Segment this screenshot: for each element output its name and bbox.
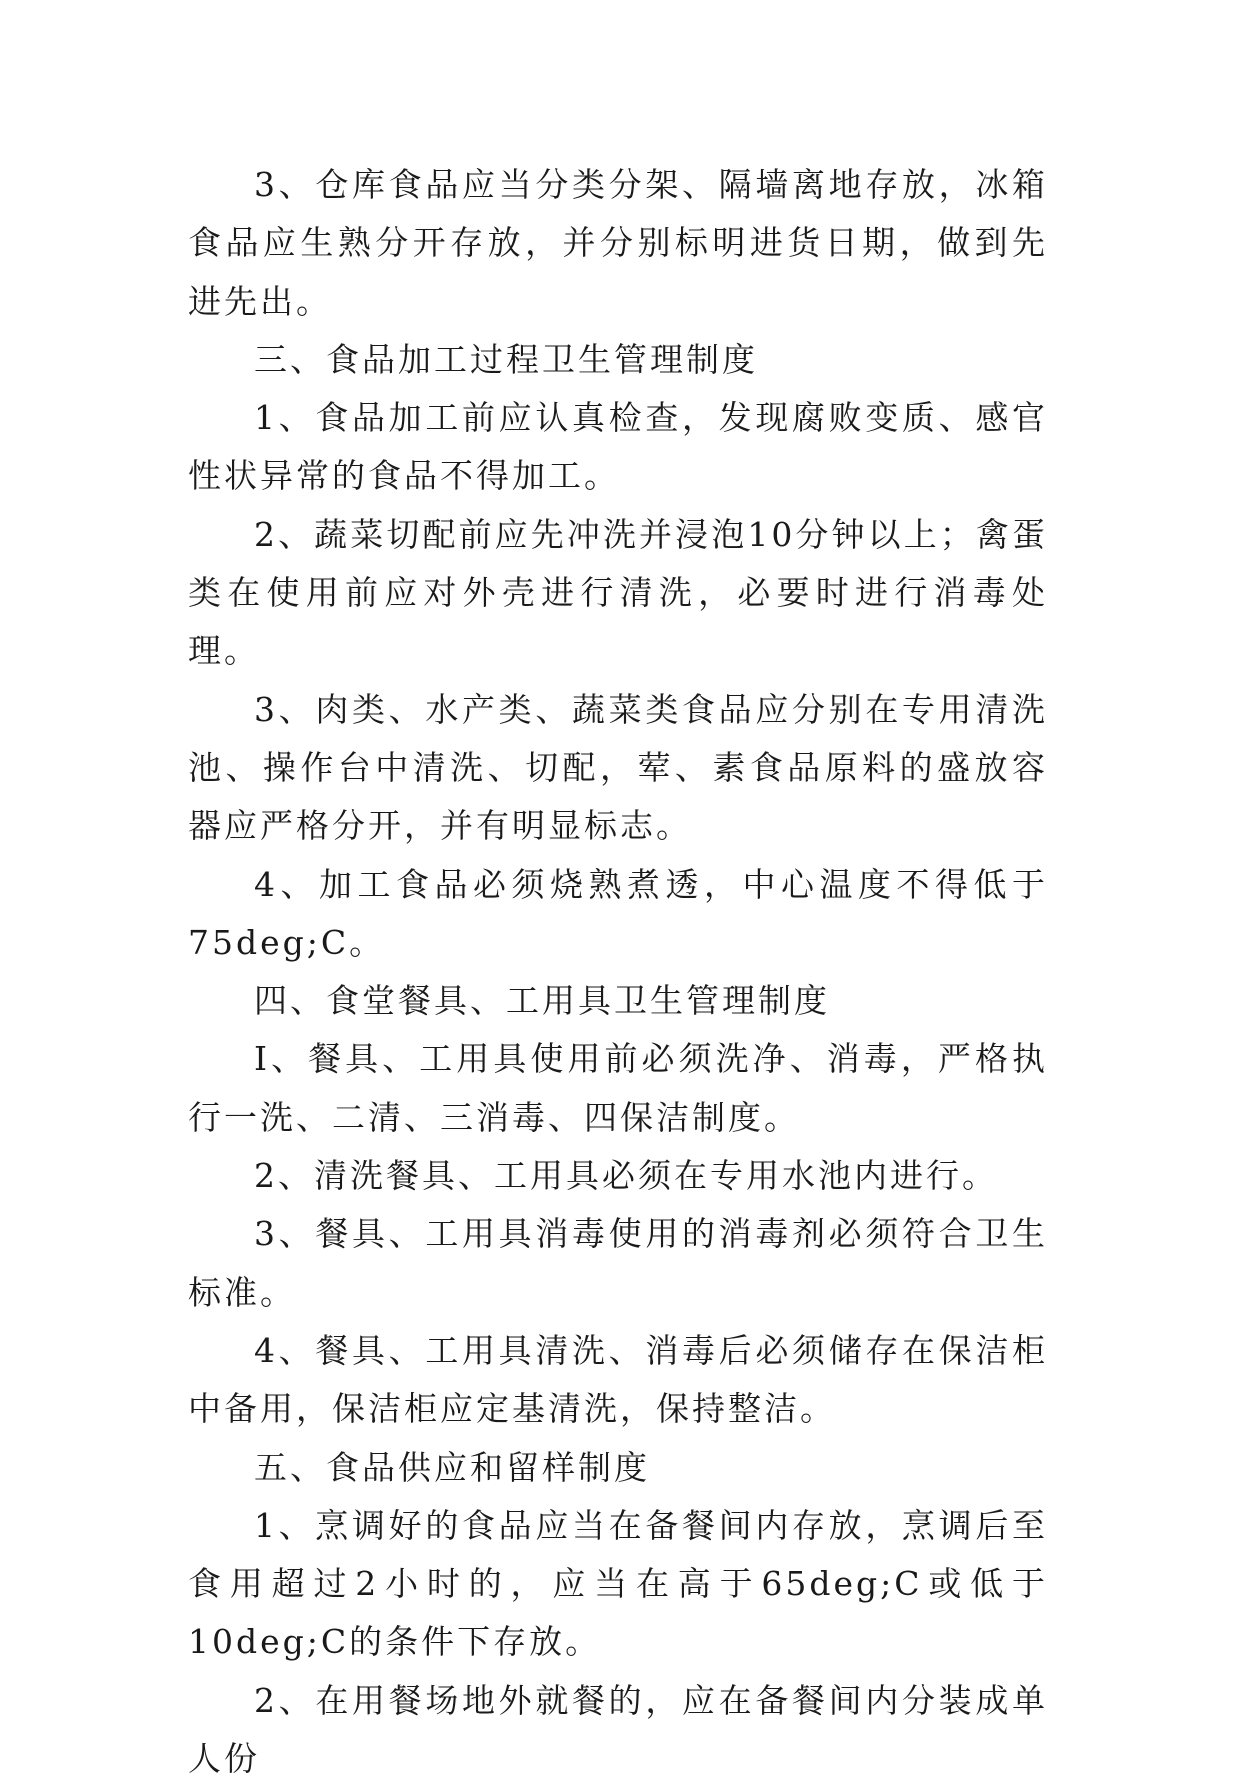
paragraph-offsite-dining: 2、在用餐场地外就餐的，应在备餐间内分装成单人份	[188, 1680, 1048, 1779]
paragraph-vegetable-washing: 2、蔬菜切配前应先冲洗并浸泡10分钟以上；禽蛋类在使用前应对外壳进行清洗，必要时进行消毒处理。	[188, 514, 1048, 671]
paragraph-cooking-temperature: 4、加工食品必须烧熟煮透，中心温度不得低于75deg;C。	[188, 864, 1048, 962]
paragraph-inspection: 1、食品加工前应认真检查，发现腐败变质、感官性状异常的食品不得加工。	[188, 398, 1048, 496]
paragraph-disinfectant-standard: 3、餐具、工用具消毒使用的消毒剂必须符合卫生标准。	[188, 1214, 1048, 1312]
section-heading-processing: 三、食品加工过程卫生管理制度	[254, 339, 758, 379]
paragraph-cabinet-storage: 4、餐具、工用具清洗、消毒后必须储存在保洁柜中备用，保洁柜应定基清洗，保持整洁。	[188, 1330, 1048, 1429]
section-heading-food-supply: 五、食品供应和留样制度	[254, 1447, 650, 1487]
paragraph-warehouse-storage: 3、仓库食品应当分类分架、隔墙离地存放，冰箱食品应生熟分开存放，并分别标明进货日期，做到先进先出。	[188, 165, 1048, 321]
section-heading-utensils: 四、食堂餐具、工用具卫生管理制度	[254, 981, 830, 1021]
paragraph-dedicated-sink: 2、清洗餐具、工用具必须在专用水池内进行。	[254, 1156, 998, 1196]
paragraph-utensil-disinfection: I、餐具、工用具使用前必须洗净、消毒，严格执行一洗、二清、三消毒、四保洁制度。	[188, 1039, 1048, 1137]
paragraph-separate-washing: 3、肉类、水产类、蔬菜类食品应分别在专用清洗池、操作台中清洗、切配，荤、素食品原料的盛放容器应严格分开，并有明显标志。	[188, 689, 1048, 846]
paragraph-cooked-food-storage: 1、烹调好的食品应当在备餐间内存放，烹调后至食用超过2小时的，应当在高于65deg;C或低于10deg;C的条件下存放。	[188, 1505, 1048, 1662]
document-body	[188, 156, 1048, 1788]
